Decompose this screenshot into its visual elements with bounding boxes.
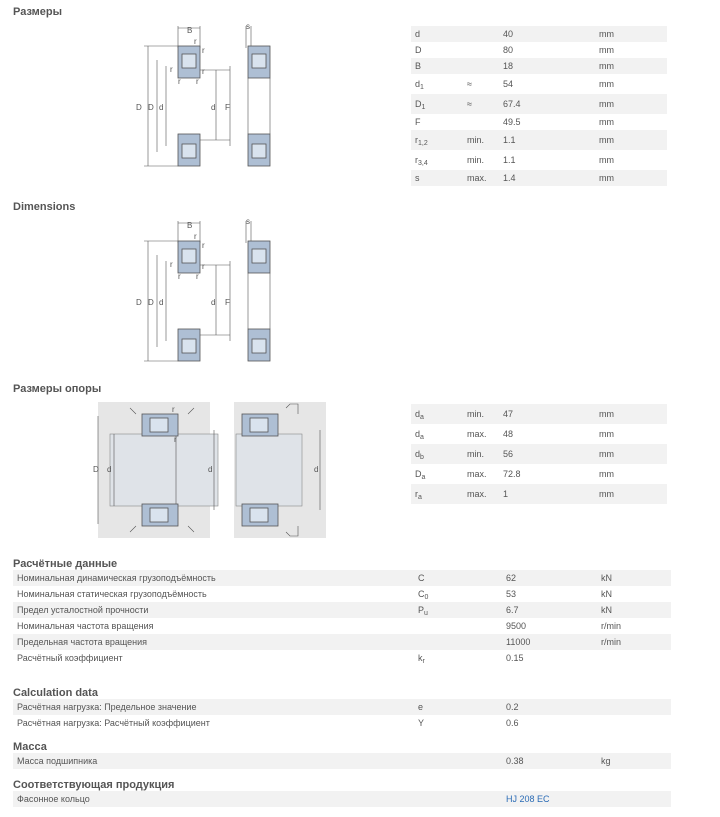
qualifier: min. [467, 155, 485, 165]
value: 1 [503, 489, 509, 499]
symbol: C [418, 573, 425, 583]
symbol: D [415, 469, 422, 479]
value: 56 [503, 449, 514, 459]
symbol: C [418, 589, 425, 599]
unit: mm [599, 429, 614, 439]
calculation-load-table [13, 699, 671, 731]
symbol-cell [415, 114, 421, 130]
label-r1: r [202, 241, 205, 250]
table-row [411, 404, 667, 424]
unit: kg [601, 756, 611, 766]
symbol-cell [418, 650, 425, 666]
table-row [13, 618, 671, 634]
qualifier: min. [467, 409, 485, 419]
symbol: P [418, 605, 425, 615]
label-d: d [211, 103, 216, 112]
row-label: Расчётная нагрузка: Расчётный коэффициент [17, 718, 210, 728]
label-r3: r [202, 67, 205, 76]
symbol-cell [415, 424, 424, 444]
symbol: r [415, 155, 418, 165]
symbol-cell [415, 404, 424, 424]
label-r1b: r [170, 65, 173, 74]
unit: mm [599, 449, 614, 459]
heading-related: Соответствующая продукция [13, 779, 175, 791]
table-row [411, 424, 667, 444]
table-row [411, 484, 667, 504]
symbol-subscript: a [421, 474, 426, 481]
unit: mm [599, 489, 614, 499]
unit: mm [599, 117, 614, 127]
value: 11000 [506, 637, 531, 647]
product-link[interactable]: HJ 208 EC [506, 794, 550, 804]
unit: mm [599, 99, 614, 109]
table-row [13, 570, 671, 586]
symbol: D [415, 99, 422, 109]
symbol-cell [415, 484, 422, 504]
value: 67.4 [503, 99, 521, 109]
symbol: k [418, 653, 423, 663]
unit: mm [599, 45, 614, 55]
table-row [411, 444, 667, 464]
label-r4: r [196, 77, 199, 86]
unit: mm [599, 469, 614, 479]
qualifier: max. [467, 469, 487, 479]
qualifier: max. [467, 173, 487, 183]
symbol: F [415, 117, 421, 127]
symbol-subscript: 1,2 [418, 140, 428, 147]
symbol-subscript: 1 [420, 84, 424, 91]
bearing-dimension-diagram-2 [130, 217, 280, 365]
symbol-cell [418, 699, 423, 715]
symbol: B [415, 61, 422, 71]
label-da: d [107, 465, 112, 474]
label-d: d [211, 298, 216, 307]
value: 1.4 [503, 173, 516, 183]
qualifier: max. [467, 489, 487, 499]
table-row [411, 170, 667, 186]
table-row [13, 634, 671, 650]
label-db-2: d [314, 465, 319, 474]
qualifier: max. [467, 429, 487, 439]
row-label: Предел усталостной прочности [17, 605, 149, 615]
symbol: d [415, 409, 421, 419]
symbol-cell [415, 464, 425, 484]
symbol-cell [415, 444, 424, 464]
label-D: D [136, 103, 142, 112]
row-label: Фасонное кольцо [17, 794, 90, 804]
row-label: Номинальная статическая грузоподъёмность [17, 589, 207, 599]
table-row [411, 150, 667, 170]
symbol: d [415, 429, 421, 439]
label-r1: r [202, 46, 205, 55]
heading-mass: Масса [13, 741, 47, 753]
table-row [13, 715, 671, 731]
related-products-table [13, 791, 671, 807]
row-label: Расчётный коэффициент [17, 653, 123, 663]
label-db: d [208, 465, 213, 474]
symbol-subscript: a [418, 494, 422, 501]
value: 1.1 [503, 135, 516, 145]
symbol: D [415, 45, 422, 55]
symbol: d [415, 449, 421, 459]
symbol-subscript: 1 [421, 104, 426, 111]
label-r2b: r [178, 272, 181, 281]
symbol: d [415, 29, 421, 39]
table-row [411, 26, 667, 42]
label-B: B [187, 26, 193, 35]
symbol-subscript: a [420, 414, 424, 421]
symbol-subscript: 3,4 [418, 160, 428, 167]
table-row [411, 464, 667, 484]
row-label: Номинальная частота вращения [17, 621, 154, 631]
table-row [13, 791, 671, 807]
value: 49.5 [503, 117, 521, 127]
row-label: Масса подшипника [17, 756, 98, 766]
qualifier: min. [467, 135, 485, 145]
label-s: s [246, 217, 250, 226]
label-d1: d [159, 298, 164, 307]
value: 47 [503, 409, 514, 419]
value: 0.15 [506, 653, 524, 663]
label-r1b: r [170, 260, 173, 269]
symbol-cell [415, 58, 421, 74]
value: 18 [503, 61, 514, 71]
label-d1: d [159, 103, 164, 112]
symbol: Y [418, 718, 425, 728]
unit: mm [599, 135, 614, 145]
symbol-cell [415, 26, 420, 42]
heading-abutment: Размеры опоры [13, 383, 102, 395]
table-row [411, 130, 667, 150]
label-D: D [136, 298, 142, 307]
label-r2: r [194, 37, 197, 46]
symbol-cell [418, 586, 428, 602]
value: 72.8 [503, 469, 521, 479]
value: 53 [506, 589, 517, 599]
symbol-subscript: 0 [424, 594, 429, 601]
mass-table [13, 753, 671, 769]
symbol: d [415, 79, 421, 89]
symbol: e [418, 702, 424, 712]
abutment-diagram [90, 400, 330, 540]
qualifier: min. [467, 449, 485, 459]
symbol-subscript: u [424, 610, 428, 617]
dimensions-table [411, 26, 667, 186]
symbol-subscript: a [420, 434, 424, 441]
value: 62 [506, 573, 517, 583]
row-label: Номинальная динамическая грузоподъёмность [17, 573, 216, 583]
row-label: Расчётная нагрузка: Предельное значение [17, 702, 197, 712]
label-F: F [225, 298, 230, 307]
value: 40 [503, 29, 514, 39]
symbol-cell [415, 130, 428, 150]
table-row [13, 602, 671, 618]
label-F: F [225, 103, 230, 112]
calculation-data-table [13, 570, 671, 666]
value: 1.1 [503, 155, 516, 165]
unit: mm [599, 61, 614, 71]
abutment-table [411, 404, 667, 504]
qualifier: ≈ [467, 99, 472, 109]
value: 80 [503, 45, 514, 55]
symbol-cell [418, 570, 425, 586]
heading-dimensions-en: Dimensions [13, 201, 76, 213]
symbol-subscript: b [420, 454, 424, 461]
label-B: B [187, 221, 193, 230]
unit: mm [599, 155, 614, 165]
table-row [13, 650, 671, 666]
symbol-cell [415, 150, 428, 170]
unit: mm [599, 29, 614, 39]
unit: r/min [601, 637, 621, 647]
symbol-cell [415, 94, 425, 114]
value: 54 [503, 79, 514, 89]
table-row [411, 114, 667, 130]
symbol: s [415, 173, 420, 183]
table-row [411, 42, 667, 58]
value: 6.7 [506, 605, 519, 615]
table-row [411, 58, 667, 74]
symbol-cell [418, 602, 428, 618]
qualifier: ≈ [467, 79, 472, 89]
label-Da: D [93, 465, 99, 474]
label-ra: r [172, 405, 175, 414]
value: 0.38 [506, 756, 524, 766]
heading-calc-ru: Расчётные данные [13, 558, 118, 570]
heading-calc-en: Calculation data [13, 687, 98, 699]
table-row [13, 586, 671, 602]
unit: kN [601, 573, 612, 583]
value: 48 [503, 429, 514, 439]
value: 9500 [506, 621, 527, 631]
unit: mm [599, 79, 614, 89]
symbol-cell [415, 170, 420, 186]
value: 0.6 [506, 718, 519, 728]
symbol-cell [418, 715, 424, 731]
symbol-cell [415, 42, 422, 58]
value: 0.2 [506, 702, 519, 712]
label-D1: D [148, 298, 154, 307]
table-row [13, 753, 671, 769]
bearing-dimension-diagram [130, 22, 280, 170]
label-r2b: r [178, 77, 181, 86]
unit: r/min [601, 621, 621, 631]
table-row [411, 74, 667, 94]
unit: mm [599, 173, 614, 183]
label-ra-2: r [174, 435, 177, 444]
label-r3: r [202, 262, 205, 271]
symbol: r [415, 489, 418, 499]
table-row [411, 94, 667, 114]
symbol-subscript: r [422, 658, 425, 665]
heading-dimensions-ru: Размеры [13, 6, 63, 18]
unit: mm [599, 409, 614, 419]
table-row [13, 699, 671, 715]
unit: kN [601, 589, 612, 599]
label-D1: D [148, 103, 154, 112]
symbol: r [415, 135, 418, 145]
label-r4: r [196, 272, 199, 281]
label-s: s [246, 22, 250, 31]
unit: kN [601, 605, 612, 615]
row-label: Предельная частота вращения [17, 637, 148, 647]
label-r2: r [194, 232, 197, 241]
symbol-cell [415, 74, 424, 94]
